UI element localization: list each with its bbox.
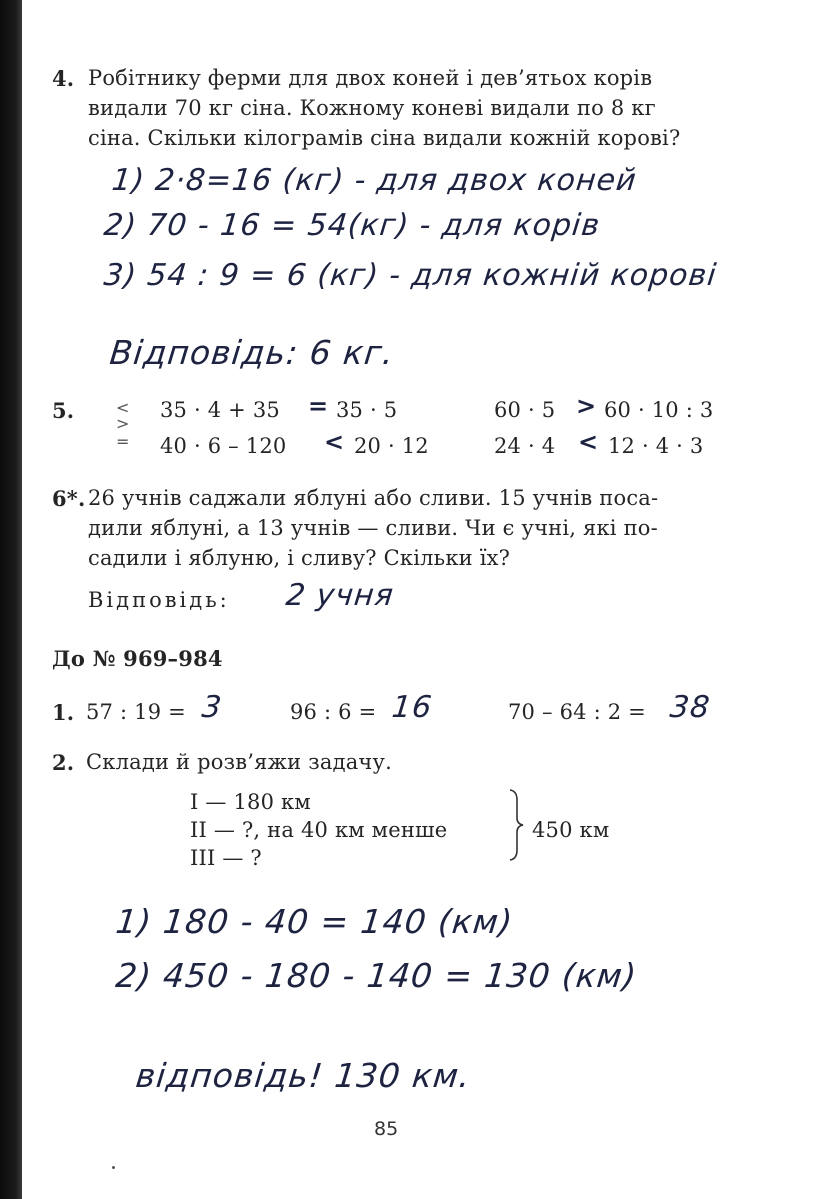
task5-row2-left-expression: 40 · 6 – 120 (160, 434, 287, 458)
task4-text-line3: сіна. Скільки кілограмів сіна видали кожній корові? (88, 126, 681, 150)
task4-solution-step3: 3) 54 : 9 = 6 (кг) - для кожній корові (102, 258, 719, 293)
task5-hint-gt: > (116, 414, 130, 433)
task1-expression2: 96 : 6 = (290, 700, 377, 724)
task2-answer: відповідь! 130 км. (133, 1056, 473, 1095)
task5-row2b-right-expression: 12 · 4 · 3 (608, 434, 704, 458)
task6-answer-value: 2 учня (284, 578, 396, 613)
task5-row1-right-expression: 35 · 5 (336, 398, 398, 422)
task5-row1b-sign: > (576, 392, 597, 420)
task2-total: 450 км (532, 818, 610, 842)
task5-row1-sign: = (308, 392, 329, 420)
task2-text: Склади й розв’яжи задачу. (86, 750, 392, 774)
task5-number: 5. (52, 398, 75, 423)
task5-row2-right-expression: 20 · 12 (354, 434, 429, 458)
task6-number: 6*. (52, 486, 86, 511)
task2-solution-step2: 2) 450 - 180 - 140 = 130 (км) (113, 956, 639, 995)
task4-solution-step2: 2) 70 - 16 = 54(кг) - для корів (102, 208, 603, 243)
right-brace-icon (508, 788, 526, 862)
task6-text-line3: садили і яблуню, і сливу? Скільки їх? (88, 546, 511, 570)
task5-row1-left-expression: 35 · 4 + 35 (160, 398, 280, 422)
task1-answer1: 3 (200, 690, 224, 725)
task6-text-line1: 26 учнів саджали яблуні або сливи. 15 учнів поса- (88, 486, 659, 510)
task4-number: 4. (52, 66, 75, 91)
task1-expression1: 57 : 19 = (86, 700, 186, 724)
task2-condition-row1: I — 180 км (190, 790, 311, 814)
task5-hint-eq: = (116, 432, 130, 451)
task2-condition-row2: II — ?, на 40 км менше (190, 818, 448, 842)
page-number: 85 (374, 1118, 399, 1140)
book-spine-shadow (0, 0, 22, 1199)
task4-text-line1: Робітнику ферми для двох коней і дев’ятьох корів (88, 66, 653, 90)
task1-answer2: 16 (390, 690, 435, 725)
task5-hint-lt: < (116, 398, 130, 417)
task5-row1b-left-expression: 60 · 5 (494, 398, 556, 422)
speck (112, 1166, 115, 1169)
task5-row2-sign: < (324, 428, 345, 456)
task5-row2b-left-expression: 24 · 4 (494, 434, 556, 458)
task1-number: 1. (52, 700, 75, 725)
task1-answer3: 38 (668, 690, 713, 725)
task2-number: 2. (52, 750, 75, 775)
task4-text-line2: видали 70 кг сіна. Кожному коневі видали по 8 кг (88, 96, 656, 120)
task2-solution-step1: 1) 180 - 40 = 140 (км) (113, 902, 515, 941)
task6-answer-label: Відповідь: (88, 588, 230, 612)
task5-row2b-sign: < (578, 428, 599, 456)
task4-solution-step1: 1) 2·8=16 (кг) - для двох коней (110, 163, 639, 198)
task4-answer: Відповідь: 6 кг. (107, 333, 397, 372)
task5-row1b-right-expression: 60 · 10 : 3 (604, 398, 714, 422)
task2-condition-row3: III — ? (190, 846, 262, 870)
task6-text-line2: дили яблуні, а 13 учнів — сливи. Чи є учні, які по- (88, 516, 658, 540)
section-heading: До № 969–984 (52, 646, 223, 671)
task1-expression3: 70 – 64 : 2 = (508, 700, 646, 724)
